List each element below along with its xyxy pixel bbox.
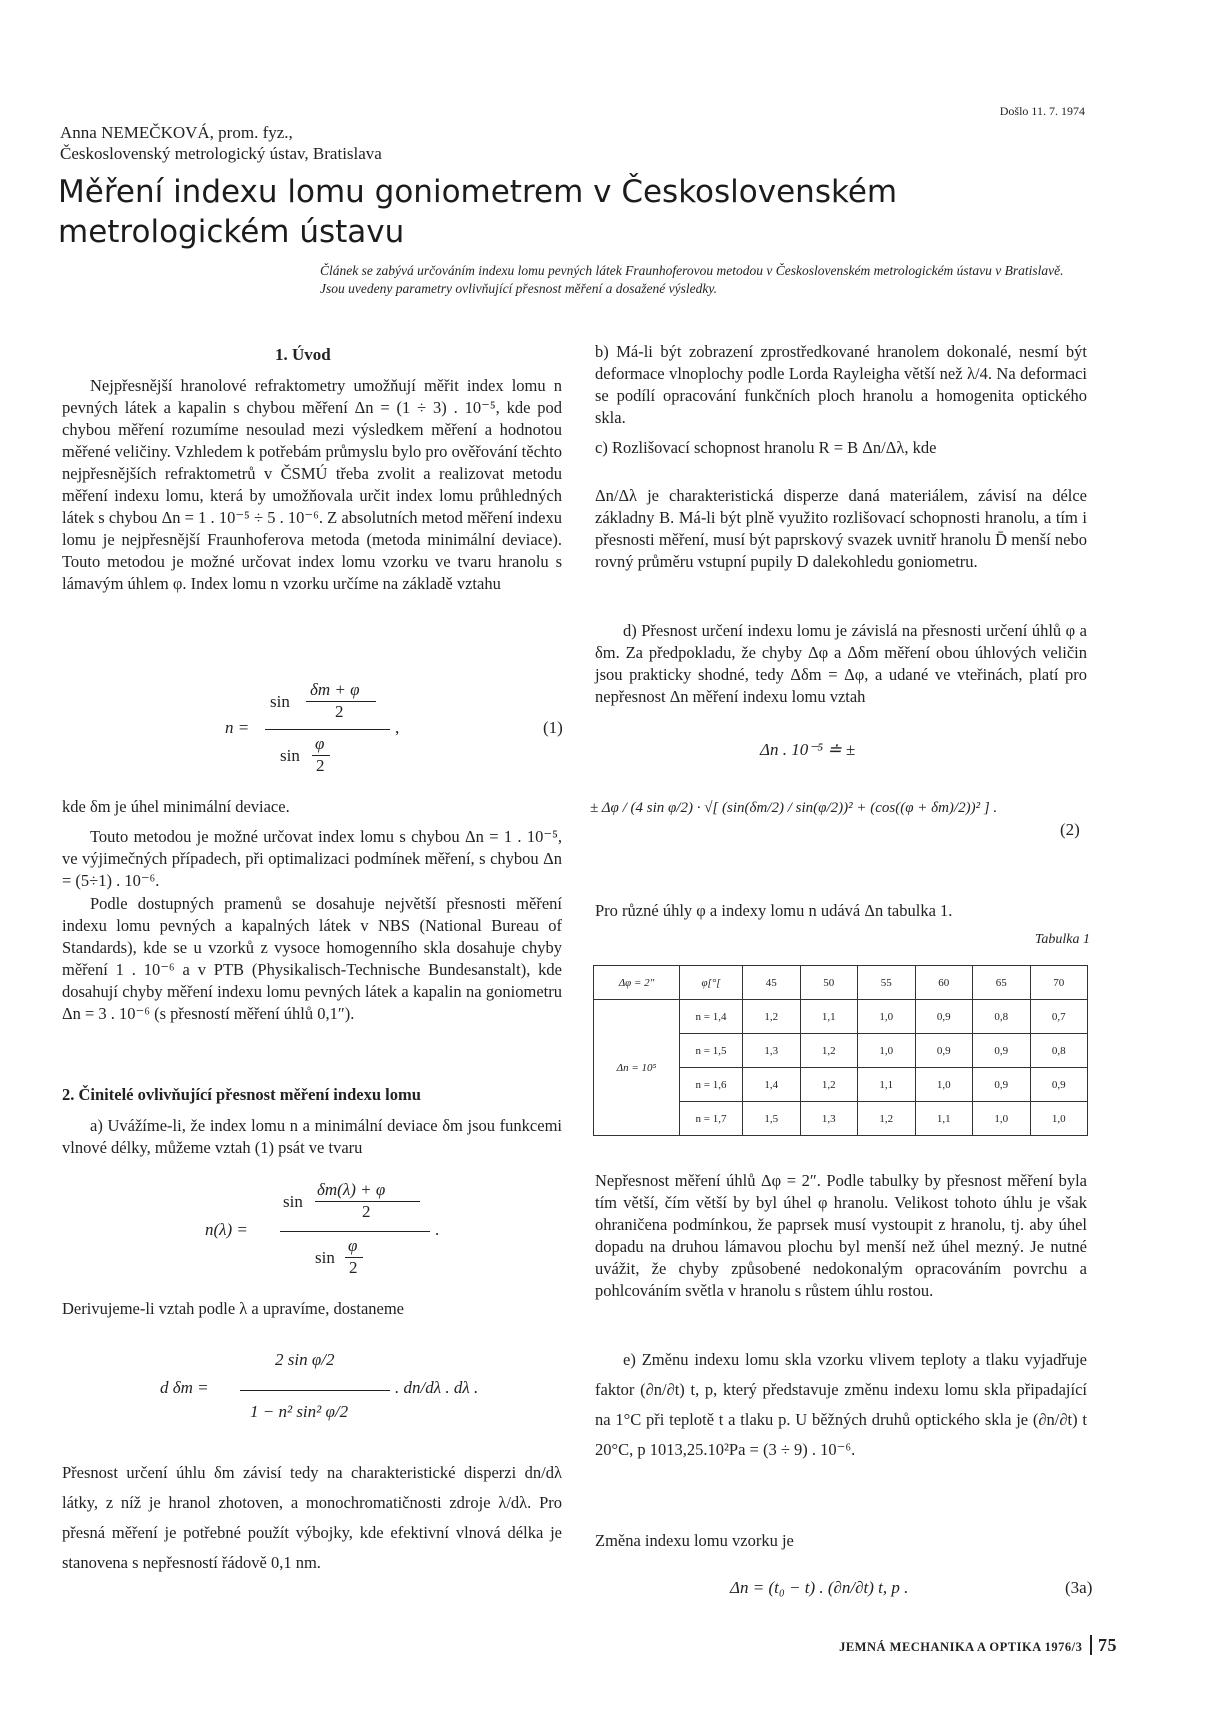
table-phi-label: φ[°[ — [680, 966, 743, 1000]
eq4-body: ± Δφ / (4 sin φ/2) · √[ (sin(δm/2) / sin(φ/2))² + (cos((φ + δm)/2))² ] . — [590, 800, 998, 816]
table-cell: 0,9 — [973, 1034, 1031, 1068]
table-n-label: n = 1,7 — [680, 1102, 743, 1136]
table-cell: 0,8 — [973, 1000, 1031, 1034]
table-cell: 0,9 — [1030, 1068, 1088, 1102]
table-dn-label: Δn = 10⁵ — [594, 1000, 680, 1136]
paragraph-intro: Nejpřesnější hranolové refraktometry umožňují měřit index lomu n pevných látek a kapalin s chybou měření Δn = (1 ÷ 3) . 10⁻⁵, kde pod chybou měření rozumíme nesoulad mezi výsledkem měření a hodnotou měřené veličiny. Vzhledem k potřebám průmyslu bylo pro ověřování těchto nejpřesnějších refraktometrů v ČSMÚ třeba zvolit a realizovat metodu měření indexu lomu, která by umožňovala určit index lomu průhledných látek s chybou Δn = 1 . 10⁻⁵ ÷ 5 . 10⁻⁶. Z absolutních metod měření indexu lomu je nejpřesnější Fraunhoferova metoda (metoda minimální deviace). Touto metodou je možné určovat index lomu vzorku ve tvaru hranolu s lámavým úhlem φ. Index lomu n vzorku určíme na základě vztahu — [62, 376, 562, 593]
eq2-end: . — [435, 1220, 440, 1239]
equation-4 — [590, 740, 1090, 880]
eq3-numerator: 2 sin φ/2 — [275, 1350, 335, 1369]
table-angle: 70 — [1030, 966, 1088, 1000]
equation-3a: Δn = (t₀ − t) . (∂n/∂t) t, p . — [730, 1578, 909, 1597]
table-angle: 45 — [743, 966, 801, 1000]
paragraph-dispersion: Přesnost určení úhlu δm závisí tedy na charakteristické disperzi dn/dλ látky, z níž je hranol zhotoven, a monochromatičnosti zdroje λ/dλ. Pro přesná měření je potřebné použít výbojky, kde efektivní vlnová délka je stanovena s nepřesností řádově 0,1 nm. — [62, 1463, 562, 1572]
eq2-num-bot: 2 — [362, 1202, 371, 1221]
section-heading-factors: 2. Činitelé ovlivňující přesnost měření indexu lomu — [62, 1085, 421, 1104]
eq1-den-bot: 2 — [316, 756, 325, 775]
eq1-den-top: φ — [315, 734, 325, 753]
table-cell: 1,3 — [743, 1034, 801, 1068]
article-title — [58, 172, 897, 252]
eq1-comma: , — [395, 718, 400, 737]
eq1-num-bot: 2 — [335, 702, 344, 721]
eq3-denominator: 1 − n² sin² φ/2 — [250, 1402, 349, 1421]
table-cell: 1,0 — [858, 1000, 916, 1034]
paragraph-table-intro: Pro různé úhly φ a indexy lomu n udává Δn tabulka 1. — [595, 901, 953, 920]
abstract: Článek se zabývá určováním indexu lomu pevných látek Fraunhoferovou metodou v Československém metrologickém ústavu v Bratislavě. Jsou uvedeny parametry ovlivňující přesnost měření a dosažené výsledky. — [320, 263, 1064, 296]
equation-3 — [160, 1340, 520, 1440]
paragraph-accuracy: Touto metodou je možné určovat index lomu s chybou Δn = 1 . 10⁻⁵, ve výjimečných případech, při optimalizaci podmínek měření, s chybou Δn = (5÷1) . 10⁻⁶. — [62, 827, 562, 890]
table-angle: 55 — [858, 966, 916, 1000]
table-cell: 1,4 — [743, 1068, 801, 1102]
eq4-top: Δn . 10⁻⁵ ≐ ± — [760, 740, 856, 759]
eq1-number: (1) — [543, 718, 563, 737]
paragraph-d: d) Přesnost určení indexu lomu je závislá na přesnosti určení úhlů φ a δm. Za předpokladu, že chyby Δφ a Δδm měření obou úhlových veličin jsou prakticky shodné, tedy Δδm = Δφ, a udané ve vteřinách, platí pro nepřesnost Δn měření indexu lomu vztah — [595, 621, 1087, 706]
page-footer — [839, 1635, 1117, 1656]
eq3-lhs: d δm = — [160, 1378, 209, 1397]
table-cell: 1,2 — [858, 1102, 916, 1136]
table-cell: 1,0 — [1030, 1102, 1088, 1136]
table-cell: 0,9 — [915, 1034, 973, 1068]
eq3-tail: . dn/dλ . dλ . — [395, 1378, 479, 1397]
table-angle: 50 — [800, 966, 858, 1000]
table-cell: 1,2 — [743, 1000, 801, 1034]
table-cell: 1,1 — [915, 1102, 973, 1136]
paragraph-e: e) Změnu indexu lomu skla vzorku vlivem teploty a tlaku vyjadřuje faktor (∂n/∂t) t, p, který představuje změnu indexu lomu skla připadající na 1°C při teplotě t a tlaku p. U běžných druhů optického skla je (∂n/∂t) t 20°C, p 1013,25.10²Pa = (3 ÷ 9) . 10⁻⁶. — [595, 1350, 1087, 1459]
table-cell: 1,3 — [800, 1102, 858, 1136]
paragraph-sources: Podle dostupných pramenů se dosahuje největší přesnosti měření indexu lomu pevných a kapalných látek v NBS (National Bureau of Standards), kde se u vzorků z vysoce homogenního skla dosahuje chyby měření 1 . 10⁻⁶ a v PTB (Physikalisch-Technische Bundesanstalt), kde dosahují chyby měření indexu lomu pevných látek a kapalin na goniometru Δn = 3 . 10⁻⁶ (s přesností měření úhlů 0,1″). — [62, 894, 562, 1023]
eq2-sin-top: sin — [283, 1192, 303, 1211]
paragraph-e-change: Změna indexu lomu vzorku je — [595, 1531, 794, 1550]
title-line-1: Měření indexu lomu goniometrem v Československém — [58, 174, 898, 210]
title-line-2: metrologickém ústavu — [58, 214, 405, 250]
paragraph-deviation: kde δm je úhel minimální deviace. — [62, 797, 290, 816]
equation-1 — [210, 680, 570, 780]
eq2-sin-bottom: sin — [315, 1248, 335, 1267]
paragraph-derivative: Derivujeme-li vztah podle λ a upravíme, dostaneme — [62, 1299, 405, 1318]
eq3-main-bar — [240, 1390, 390, 1391]
paragraph-a: a) Uvážíme-li, že index lomu n a minimální deviace δm jsou funkcemi vlnové délky, můžeme vztah (1) psát ve tvaru — [62, 1116, 562, 1157]
author-affiliation: Československý metrologický ústav, Bratislava — [60, 144, 382, 163]
equation-2 — [205, 1180, 565, 1280]
journal-name: JEMNÁ MECHANIKA A OPTIKA 1976/3 — [839, 1640, 1083, 1654]
table-row — [594, 1000, 1088, 1034]
table-cell: 1,2 — [800, 1068, 858, 1102]
data-table — [593, 965, 1088, 1136]
eq4-number: (2) — [1060, 820, 1080, 839]
eq2-lhs: n(λ) = — [205, 1220, 248, 1239]
table-cell: 0,9 — [973, 1068, 1031, 1102]
table-cell: 1,5 — [743, 1102, 801, 1136]
table-cell: 1,1 — [858, 1068, 916, 1102]
eq1-num-top: δm + φ — [310, 680, 360, 699]
section-heading-intro: 1. Úvod — [275, 345, 331, 364]
table-n-label: n = 1,6 — [680, 1068, 743, 1102]
table-cell: 1,0 — [858, 1034, 916, 1068]
table-header-row — [594, 966, 1088, 1000]
paragraph-c: Δn/Δλ je charakteristická disperze daná materiálem, závisí na délce základny B. Má-li být plně využito rozlišovací schopnosti hranolu, a tím i přesnosti měření, musí být paprskový svazek uvnitř hranolu D̄ menší nebo rovný průměru vstupní pupily D dalekohledu goniometru. — [595, 486, 1087, 571]
page-number: 75 — [1090, 1635, 1117, 1655]
paragraph-angle-precision: Nepřesnost měření úhlů Δφ = 2″. Podle tabulky by přesnost měření byla tím větší, čím větší by byl úhel φ hranolu. Velikost tohoto úhlu je však ohraničena podmínkou, že paprsek musí vystoupit z hranolu, tj. aby úhel dopadu na druhou lámavou plochu byl menší než úhel mezný. Je nutné uvážit, že chyby způsobené nedokonalým opracováním povrchu a pohlcováním světla v hranolu s růstem úhlu rostou. — [595, 1171, 1087, 1300]
table-cell: 0,8 — [1030, 1034, 1088, 1068]
received-date: Došlo 11. 7. 1974 — [999, 104, 1085, 118]
table-angle: 60 — [915, 966, 973, 1000]
table-n-label: n = 1,5 — [680, 1034, 743, 1068]
table-n-label: n = 1,4 — [680, 1000, 743, 1034]
table-angle: 65 — [973, 966, 1031, 1000]
table-cell: 1,2 — [800, 1034, 858, 1068]
table-cell: 0,7 — [1030, 1000, 1088, 1034]
eq2-den-top: φ — [348, 1236, 358, 1255]
table-caption: Tabulka 1 — [1034, 932, 1090, 947]
eq2-main-bar — [280, 1231, 430, 1232]
table-corner: Δφ = 2″ — [594, 966, 680, 1000]
table-cell: 1,1 — [800, 1000, 858, 1034]
eq2-num-top: δm(λ) + φ — [317, 1180, 386, 1199]
eq3a-number: (3a) — [1065, 1578, 1093, 1597]
table-cell: 0,9 — [915, 1000, 973, 1034]
table-cell: 1,0 — [915, 1068, 973, 1102]
eq1-main-bar — [265, 729, 390, 730]
eq1-sin-top: sin — [270, 692, 290, 711]
author-name: Anna NEMEČKOVÁ, prom. fyz., — [60, 123, 293, 142]
eq2-den-bot: 2 — [349, 1258, 358, 1277]
paragraph-c-lead: c) Rozlišovací schopnost hranolu R = B Δn/Δλ, kde — [595, 438, 937, 457]
table-cell: 1,0 — [973, 1102, 1031, 1136]
eq1-sin-bottom: sin — [280, 746, 300, 765]
paragraph-b: b) Má-li být zobrazení zprostředkované hranolem dokonalé, nesmí být deformace vlnoplochy podle Lorda Rayleigha větší než λ/4. Na deformaci se podílí opracování funkčních ploch hranolu a homogenita optického skla. — [595, 342, 1087, 427]
author-block — [60, 122, 382, 164]
eq1-lhs: n = — [225, 718, 250, 737]
